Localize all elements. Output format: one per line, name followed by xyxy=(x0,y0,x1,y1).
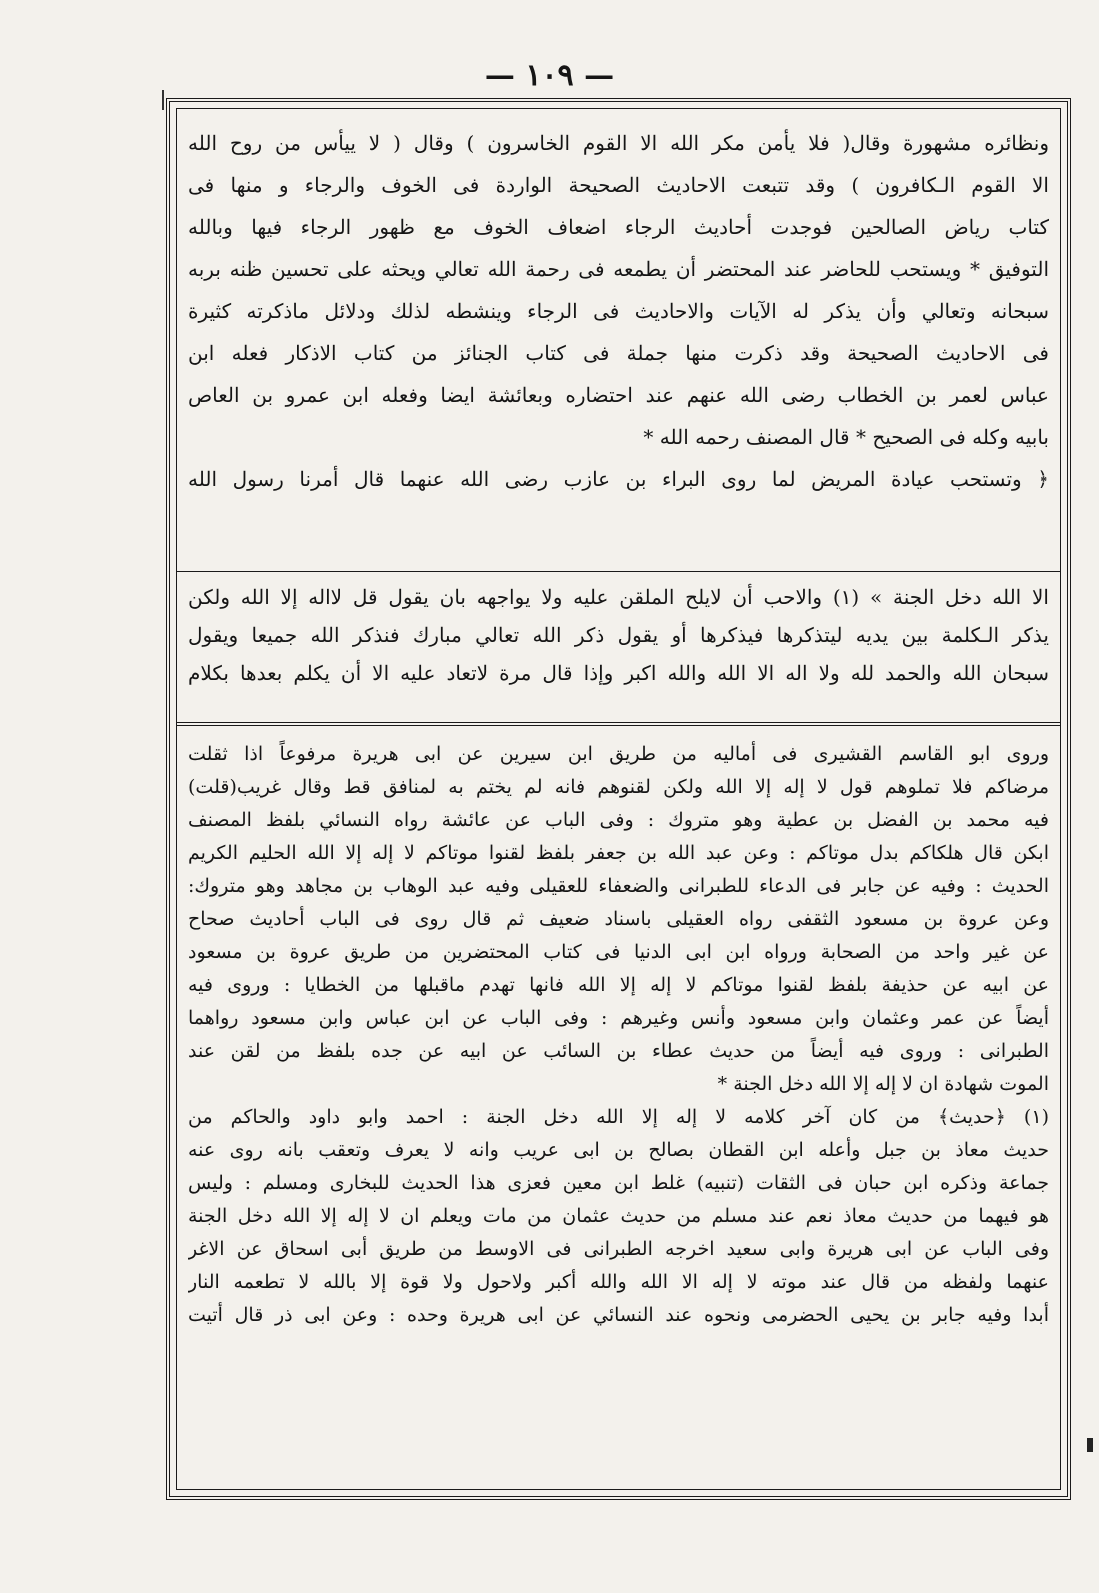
notes-line: ابكن قال هلكاكم بدل موتاكم : وعن عبد الله بن جعفر بلفظ لقنوا موتاكم لا إله إلا الله الحليم الكريم xyxy=(188,842,1049,864)
main-text-line: سبحانه وتعالي وأن يذكر له الآيات والاحاديث فى الرجاء وينشطه لذلك ودلائل ماذكرته كثيرة xyxy=(188,299,1049,323)
notes-line: الموت شهادة ان لا إله إلا الله دخل الجنة * xyxy=(717,1073,1049,1095)
main-text-line: التوفيق * ويستحب للحاضر عند المحتضر أن يطمعه فى رحمة الله تعالي ويحثه على تحسين ظنه بربه xyxy=(188,257,1049,281)
main-text-line: ونظائره مشهورة وقال( فلا يأمن مكر الله الا القوم الخاسرون ) وقال ( لا ييأس من روح الله xyxy=(188,131,1049,155)
notes-line: فيه محمد بن الفضل بن عطية وهو متروك : وفى الباب عن عائشة رواه النسائي بلفظ المصنف xyxy=(188,809,1049,831)
notes-line: وعن عروة بن مسعود الثقفى رواه العقيلى باسناد ضعيف ثم قال روى فى الباب أحاديث صحاح xyxy=(188,908,1049,930)
commentary-block xyxy=(188,578,1049,692)
notes-line: أبدا وفيه جابر بن يحيى الحضرمى ونحوه عند النسائي عن ابى هريرة وحده : وعن ابى ذر قال أتيت xyxy=(188,1304,1049,1326)
page-frame xyxy=(166,98,1071,1500)
notes-line: هو فيهما من حديث معاذ نعم عند مسلم من حديث عثمان من مات ويعلم ان لا إله إلا الله دخل الجنة xyxy=(188,1205,1049,1227)
commentary-line: سبحان الله والحمد لله ولا اله الا الله والله اكبر وإذا قال مرة لاتعاد عليه الا أن يكلم بعدها بكلام xyxy=(188,661,1049,685)
commentary-line: يذكر الـكلمة بين يديه ليتذكرها فيذكرها أو يقول ذكر الله تعالي مبارك فنذكر الله جميعا ويقول xyxy=(188,623,1049,647)
main-text-line: عباس لعمر بن الخطاب رضى الله عنهم عند احتضاره وبعائشة ايضا وفعله ابن عمرو بن العاص xyxy=(188,383,1049,407)
section-divider xyxy=(176,571,1061,572)
notes-line: وروى ابو القاسم القشيرى فى أماليه من طريق ابن سيرين عن ابى هريرة مرفوعاً اذا ثقلت xyxy=(188,743,1049,765)
notes-line: عنهما ولفظه من قال عند موته لا إله الا الله والله أكبر ولاحول ولا قوة إلا بالله لا تطعمه النار xyxy=(188,1271,1049,1293)
main-text-block xyxy=(188,122,1049,500)
main-text-line: بابيه وكله فى الصحيح * قال المصنف رحمه الله * xyxy=(643,425,1049,449)
notes-line: أيضاً عن عمر وعثمان وابن مسعود وأنس وغيرهم : وفى الباب عن ابن عباس وابن مسعود رواهما xyxy=(188,1007,1049,1029)
main-text-line: ﴿ وتستحب عيادة المريض لما روى البراء بن عازب رضى الله عنهما قال أمرنا رسول الله xyxy=(188,467,1049,491)
section-divider xyxy=(176,722,1061,726)
notes-block xyxy=(188,738,1049,1332)
notes-line: وفى الباب عن ابى هريرة وابى سعيد اخرجه الطبرانى فى الاوسط من طريق أبى اسحاق عن الاغر xyxy=(188,1238,1049,1260)
page-number: — ١٠٩ — xyxy=(484,58,615,93)
notes-line: عن غير واحد من الصحابة ورواه ابن ابى الدنيا فى كتاب المحتضرين من طريق عروة بن مسعود xyxy=(188,941,1049,963)
notes-line: الحديث : وفيه عن جابر فى الدعاء للطبرانى والضعفاء للعقيلى وفيه عبد الوهاب بن مجاهد وهو متروك: xyxy=(188,875,1049,897)
commentary-line: الا الله دخل الجنة » (١) والاحب أن لايلح الملقن عليه ولا يواجهه بان يقول قل لااله إلا الله ولكن xyxy=(188,585,1049,609)
main-text-line: الا القوم الـكافرون ) وقد تتبعت الاحاديث الصحيحة الواردة فى الخوف والرجاء و منها فى xyxy=(188,173,1049,197)
notes-line: الطبرانى : وروى فيه أيضاً من حديث عطاء بن السائب عن ابيه عن جده بلفظ من لقن عند xyxy=(188,1040,1049,1062)
notes-line: عن ابيه عن حذيفة بلفظ لقنوا موتاكم لا إله إلا الله فانها تهدم ماقبلها من الخطايا : وروى فيه xyxy=(188,974,1049,996)
margin-mark xyxy=(162,90,164,110)
notes-line: جماعة وذكره ابن حبان فى الثقات (تنبيه) غلط ابن معين فعزى هذا الحديث للبخارى ومسلم : وليس xyxy=(188,1172,1049,1194)
scan-mark xyxy=(1087,1438,1093,1452)
notes-line: حديث معاذ بن جبل وأعله ابن القطان بصالح بن ابى عريب وانه لا يعرف وتعقب بانه روى عنه xyxy=(188,1139,1049,1161)
notes-line: (١) ﴿حديث﴾ من كان آخر كلامه لا إله إلا الله دخل الجنة : احمد وابو داود والحاكم من xyxy=(188,1106,1049,1128)
main-text-line: فى الاحاديث الصحيحة وقد ذكرت منها جملة فى كتاب الجنائز من كتاب الاذكار فعله ابن xyxy=(188,341,1049,365)
notes-line: مرضاكم فلا تملوهم قول لا إله إلا الله ولكن لقنوهم فانه لم يختم به لمنافق قط وقال غريب(قلت) xyxy=(188,776,1049,798)
main-text-line: كتاب رياض الصالحين فوجدت أحاديث الرجاء اضعاف الخوف مع ظهور الرجاء فيها وبالله xyxy=(188,215,1049,239)
